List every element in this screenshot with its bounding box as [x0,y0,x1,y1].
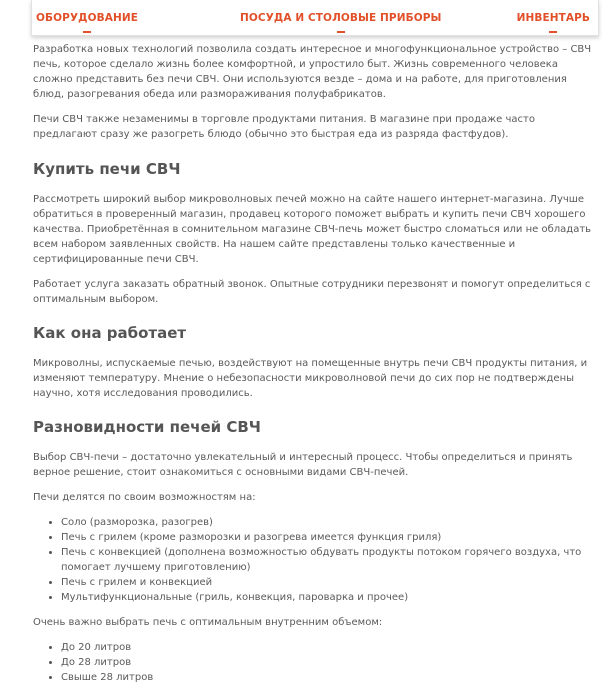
intro-paragraph: Разработка новых технологий позволила создать интересное и многофункциональное устройство – СВЧ печь, которое сделало жизнь более комфортной, и упростило быт. Жизнь современного человека сложно представить без печи СВЧ. Они используются везде – дома и на работе, для приготовления блюд, разогревания обеда или размораживания полуфабрикатов. [33,44,592,100]
article-content [33,42,593,695]
list-item: • Свыше 28 литров [61,670,593,685]
buy-paragraph: Рассмотреть широкий выбор микроволновых печей можно на сайте нашего интернет-магазина. Лучше обратиться в проверенный магазин, продавец которого поможет выбрать и купить печи СВЧ хорошего качества. Приобретённая в сомнительном магазине СВЧ-печь может быстро сломаться или не обладать всем набором заявленных свойств. На нашем сайте представлены только качественные и сертифицированные печи СВЧ. [33,194,592,265]
heading-buy: Купить печи СВЧ [33,160,181,178]
list-item: • Мультифункциональные (гриль, конвекция, пароварка и прочее) [61,590,593,605]
types-lead-paragraph: Печи делятся по своим возможностям на: [33,492,256,503]
list-item: • До 20 литров [61,640,593,655]
callback-paragraph: Работает услуга заказать обратный звонок. Опытные сотрудники перезвонят и помогут определиться с оптимальным выбором. [33,279,591,305]
how-it-works-paragraph: Микроволны, испускаемые печью, воздействуют на помещенные внутрь печи СВЧ продукты питания, и изменяют температуру. Мнение о небезопасности микроволновой печи до сих пор не подтверждены научно, хотя исследования проводились. [33,358,588,399]
nav-link-equipment[interactable]: ОБОРУДОВАНИЕ [36,12,139,24]
nav-link-tableware[interactable]: ПОСУДА И СТОЛОВЫЕ ПРИБОРЫ [240,12,442,24]
list-item: • Печь с грилем и конвекцией [61,575,593,590]
top-navigation [31,0,599,36]
volumes-list [33,640,593,685]
types-list [33,515,593,605]
list-item: • Соло (разморозка, разогрев) [61,515,593,530]
list-item: • До 28 литров [61,655,593,670]
types-intro-paragraph: Выбор СВЧ-печи – достаточно увлекательный и интересный процесс. Чтобы определиться и принять верное решение, стоит ознакомиться с основными видами СВЧ-печей. [33,452,573,478]
heading-types: Разновидности печей СВЧ [33,418,261,436]
retail-paragraph: Печи СВЧ также незаменимы в торговле продуктами питания. В магазине при продаже часто предлагают сразу же разогреть блюдо (обычно это быстрая еда из разряда фастфудов). [33,114,535,140]
nav-link-inventory[interactable]: ИНВЕНТАРЬ [516,12,590,24]
list-item: • Печь с конвекцией (дополнена возможностью обдувать продукты потоком горячего воздуха, что помогает лучшему приготовлению) [61,545,593,575]
volume-lead-paragraph: Очень важно выбрать печь с оптимальным внутренним объемом: [33,617,383,628]
heading-how-it-works: Как она работает [33,324,187,342]
list-item: • Печь с грилем (кроме разморозки и разогрева имеется функция гриля) [61,530,593,545]
